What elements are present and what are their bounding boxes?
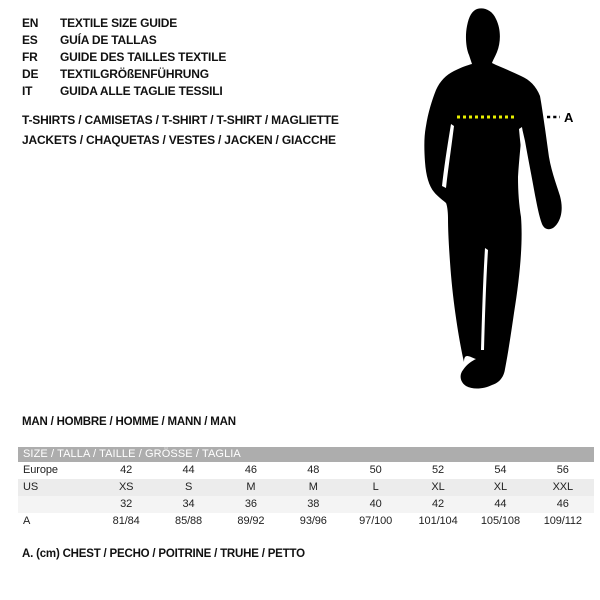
language-label: GUIDA ALLE TAGLIE TESSILI <box>60 84 223 98</box>
measure-label-a: A <box>564 110 574 125</box>
table-row-europe <box>18 462 594 479</box>
table-cell: 46 <box>244 464 257 476</box>
size-table-header: SIZE / TALLA / TAILLE / GRÖSSE / TAGLIA <box>18 447 594 462</box>
table-cell: M <box>246 481 256 493</box>
row-label: Europe <box>23 464 58 476</box>
section-title-man: MAN / HOMBRE / HOMME / MANN / MAN <box>22 416 236 428</box>
table-cell: 54 <box>494 464 507 476</box>
table-cell: 101/104 <box>418 515 458 527</box>
size-table <box>18 447 594 530</box>
table-cell: 36 <box>244 498 257 510</box>
table-cell: 97/100 <box>359 515 393 527</box>
man-silhouette-figure <box>380 0 600 420</box>
table-cell: XS <box>118 481 134 493</box>
language-code: ES <box>22 33 38 47</box>
language-row-es <box>22 32 226 49</box>
man-silhouette <box>380 0 600 420</box>
language-code: DE <box>22 67 39 81</box>
language-row-it <box>22 83 226 100</box>
table-cell: 89/92 <box>237 515 265 527</box>
man-silhouette-body <box>424 8 561 388</box>
table-row-us <box>18 479 594 496</box>
table-cell: 44 <box>494 498 507 510</box>
table-cell: 48 <box>307 464 320 476</box>
category-line-tshirts: T-SHIRTS / CAMISETAS / T-SHIRT / T-SHIRT / MAGLIETTE <box>22 113 339 127</box>
language-code: IT <box>22 84 33 98</box>
language-label: TEXTILGRÖßENFÜHRUNG <box>60 67 209 81</box>
table-cell: 81/84 <box>112 515 140 527</box>
table-cell: 44 <box>182 464 195 476</box>
table-cell: 105/108 <box>480 515 520 527</box>
language-guide-list <box>22 15 226 100</box>
table-cell: M <box>308 481 318 493</box>
language-label: GUIDE DES TAILLES TEXTILE <box>60 50 227 64</box>
language-code: FR <box>22 50 38 64</box>
table-cell: 42 <box>432 498 445 510</box>
row-label: A <box>23 515 31 527</box>
table-cell: 109/112 <box>543 515 582 527</box>
garment-categories <box>22 110 339 150</box>
measurement-footnote: A. (cm) CHEST / PECHO / POITRINE / TRUHE / PETTO <box>22 548 305 560</box>
table-row-chest-a <box>18 513 594 530</box>
language-code: EN <box>22 16 39 30</box>
table-cell: 42 <box>120 464 133 476</box>
table-cell: XXL <box>552 481 574 493</box>
table-cell: 38 <box>307 498 320 510</box>
row-label <box>18 496 95 513</box>
table-cell: 46 <box>556 498 569 510</box>
table-cell: 34 <box>182 498 195 510</box>
language-label: TEXTILE SIZE GUIDE <box>60 16 178 30</box>
category-line-jackets: JACKETS / CHAQUETAS / VESTES / JACKEN / GIACCHE <box>22 133 336 147</box>
table-cell: 93/96 <box>299 515 327 527</box>
table-cell: 40 <box>369 498 382 510</box>
table-cell: S <box>184 481 193 493</box>
language-row-fr <box>22 49 226 66</box>
table-cell: XL <box>431 481 445 493</box>
table-cell: 52 <box>432 464 445 476</box>
row-label: US <box>23 481 39 493</box>
table-cell: 56 <box>556 464 569 476</box>
table-cell: L <box>372 481 379 493</box>
table-cell: XL <box>493 481 508 493</box>
language-label: GUÍA DE TALLAS <box>60 33 157 47</box>
table-row-numeric <box>18 496 594 513</box>
language-row-en <box>22 15 226 32</box>
language-row-de <box>22 66 226 83</box>
table-cell: 50 <box>369 464 382 476</box>
table-cell: 32 <box>120 498 133 510</box>
table-cell: 85/88 <box>175 515 203 527</box>
